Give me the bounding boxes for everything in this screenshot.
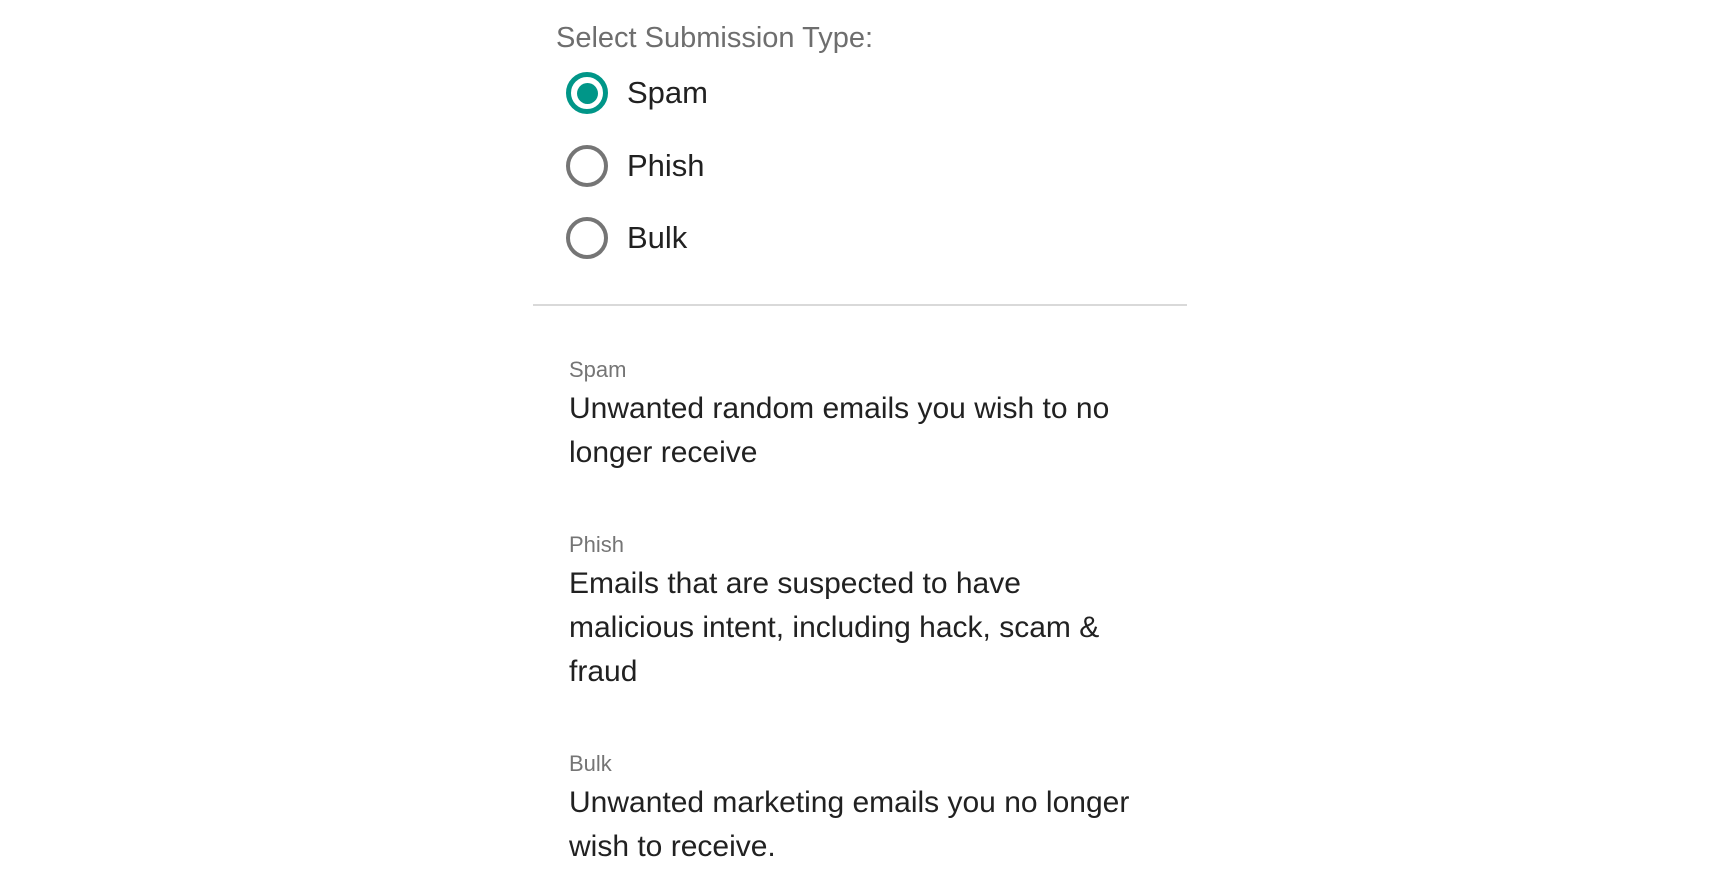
description-title-bulk: Bulk [569, 751, 612, 776]
divider [533, 304, 1187, 306]
radio-label-phish: Phish [627, 148, 705, 183]
radio-input-bulk[interactable] [566, 217, 608, 259]
radio-label-spam: Spam [627, 75, 708, 110]
radio-label-bulk: Bulk [627, 220, 688, 255]
radio-input-spam[interactable] [566, 72, 608, 114]
description-text-phish: Emails that are suspected to have malicious intent, including hack, scam & fraud [569, 567, 1100, 688]
radio-option-spam[interactable] [566, 72, 708, 114]
radio-input-phish[interactable] [566, 145, 608, 187]
submission-type-group-label: Select Submission Type: [556, 22, 874, 54]
radio-option-bulk[interactable] [566, 217, 687, 259]
radio-option-phish[interactable] [566, 145, 705, 187]
description-section-phish [569, 532, 1169, 694]
description-section-spam [569, 357, 1169, 475]
description-title-spam: Spam [569, 357, 627, 382]
description-text-spam: Unwanted random emails you wish to no longer receive [569, 392, 1110, 469]
description-section-bulk [569, 751, 1169, 869]
description-title-phish: Phish [569, 532, 625, 557]
description-text-bulk: Unwanted marketing emails you no longer wish to receive. [569, 786, 1130, 863]
radio-selected-dot [577, 83, 598, 104]
